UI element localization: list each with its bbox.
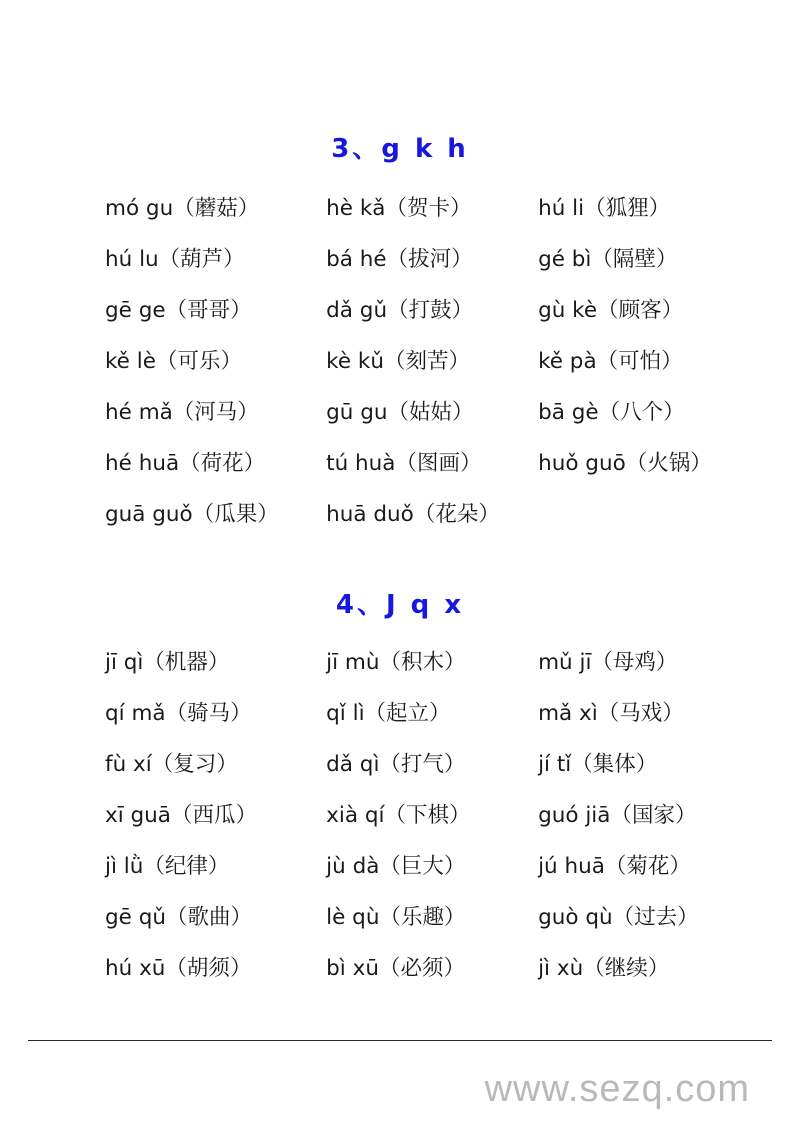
- word-cell: lè qù（乐趣）: [326, 905, 466, 930]
- word-cell: jī qì（机器）: [105, 650, 230, 675]
- watermark-text: www.sezq.com: [484, 1068, 750, 1110]
- word-cell: gē qǔ（歌曲）: [105, 905, 252, 930]
- word-row: [105, 336, 750, 387]
- word-row: [105, 841, 750, 892]
- section-title: 3、g k h: [331, 134, 469, 164]
- word-cell: guó jiā（国家）: [538, 803, 697, 828]
- word-cell: guā guǒ（瓜果）: [105, 502, 279, 527]
- word-cell: huǒ guō（火锅）: [538, 451, 712, 476]
- word-cell: qí mǎ（骑马）: [105, 701, 252, 726]
- word-cell: bā gè（八个）: [538, 400, 685, 425]
- word-cell: gù kè（顾客）: [538, 298, 684, 323]
- word-cell: jī mù（积木）: [326, 650, 466, 675]
- word-row: [105, 285, 750, 336]
- word-cell: kě pà（可怕）: [538, 349, 683, 374]
- word-cell: hé mǎ（河马）: [105, 400, 259, 425]
- word-cell: bì xū（必须）: [326, 956, 465, 981]
- word-row: [105, 943, 750, 994]
- word-cell: mǔ jī（母鸡）: [538, 650, 678, 675]
- word-cell: mǎ xì（马戏）: [538, 701, 684, 726]
- word-row: [105, 183, 750, 234]
- word-cell: kè kǔ（刻苦）: [326, 349, 470, 374]
- word-cell: gé bì（隔壁）: [538, 247, 678, 272]
- section-title: 4、J q x: [335, 590, 465, 620]
- word-cell: hè kǎ（贺卡）: [326, 196, 472, 221]
- word-cell: guò qù（过去）: [538, 905, 699, 930]
- word-row: [105, 688, 750, 739]
- word-cell: hú lu（葫芦）: [105, 247, 245, 272]
- word-cell: hé huā（荷花）: [105, 451, 266, 476]
- word-cell: xià qí（下棋）: [326, 803, 471, 828]
- word-grid: [50, 621, 750, 994]
- section-g-k-h: [0, 0, 800, 540]
- word-row: [105, 790, 750, 841]
- word-cell: fù xí（复习）: [105, 752, 238, 777]
- word-row: [105, 637, 750, 688]
- word-cell: mó gu（蘑菇）: [105, 196, 260, 221]
- word-cell: huā duǒ（花朵）: [326, 502, 500, 527]
- word-cell: jí tǐ（集体）: [538, 752, 658, 777]
- word-cell: gū gu（姑姑）: [326, 400, 474, 425]
- word-cell: jì xù（继续）: [538, 956, 670, 981]
- word-cell: dǎ gǔ（打鼓）: [326, 298, 474, 323]
- word-row: [105, 892, 750, 943]
- word-row: [105, 489, 750, 540]
- word-cell: jú huā（菊花）: [538, 854, 691, 879]
- word-cell: gē ge（哥哥）: [105, 298, 252, 323]
- word-row: [105, 387, 750, 438]
- word-cell: jì lǜ（纪律）: [105, 854, 230, 879]
- section-j-q-x: [0, 540, 800, 994]
- word-grid: [50, 165, 750, 540]
- word-cell: xī guā（西瓜）: [105, 803, 257, 828]
- word-row: [105, 739, 750, 790]
- footer-divider: [28, 1040, 772, 1041]
- word-cell: hú xū（胡须）: [105, 956, 252, 981]
- word-cell: tú huà（图画）: [326, 451, 482, 476]
- word-cell: hú li（狐狸）: [538, 196, 671, 221]
- word-row: [105, 234, 750, 285]
- word-row: [105, 438, 750, 489]
- word-cell: qǐ lì（起立）: [326, 701, 451, 726]
- word-cell: bá hé（拔河）: [326, 247, 473, 272]
- word-cell: dǎ qì（打气）: [326, 752, 466, 777]
- word-cell: jù dà（巨大）: [326, 854, 466, 879]
- word-cell: kě lè（可乐）: [105, 349, 242, 374]
